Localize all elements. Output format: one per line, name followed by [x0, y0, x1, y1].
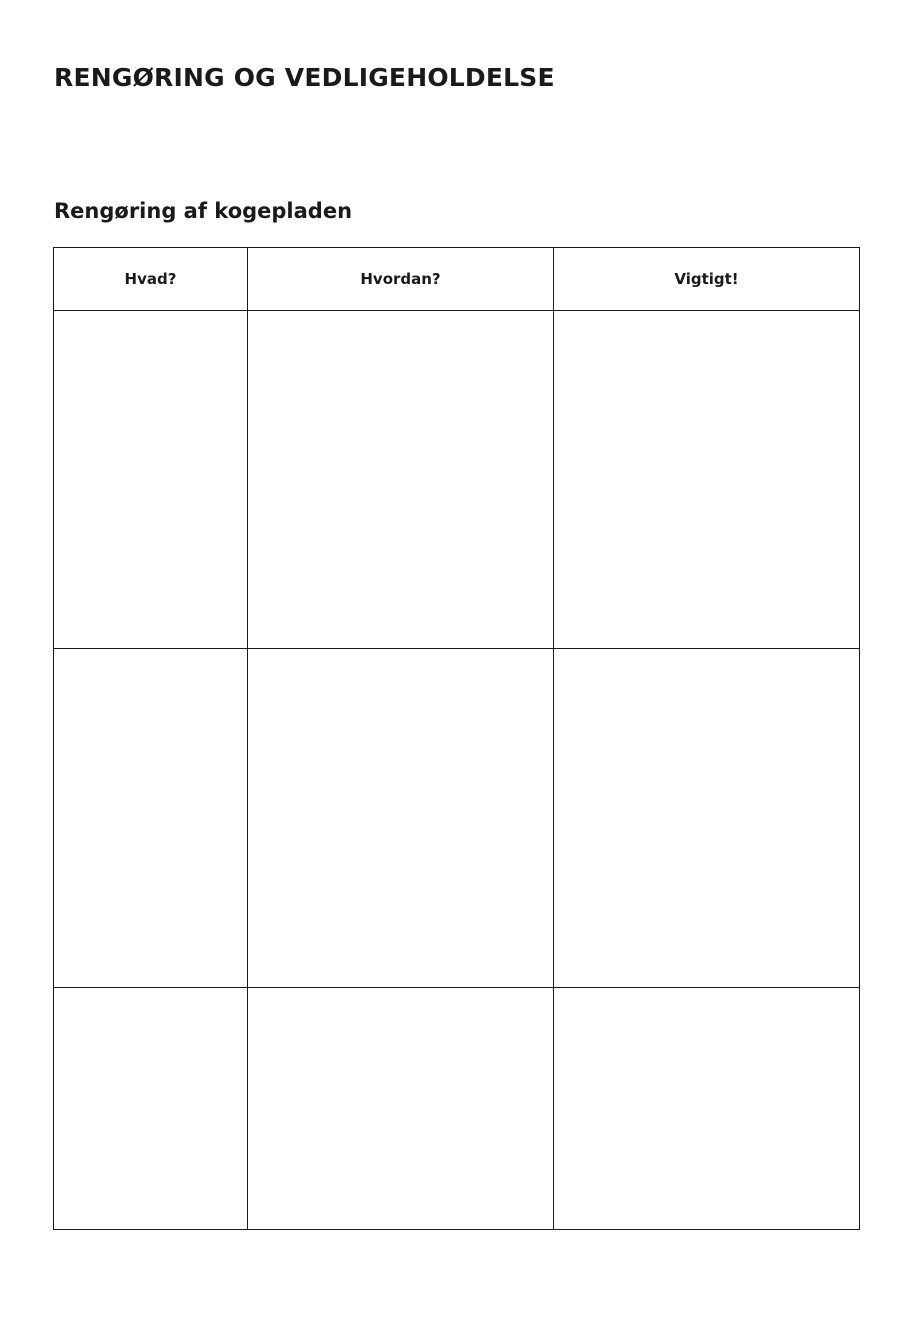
header-important: Vigtigt!	[554, 248, 860, 311]
table-cell-what	[54, 311, 248, 649]
header-what: Hvad?	[54, 248, 248, 311]
table-cell-what	[54, 988, 248, 1230]
page-title: RENGØRING OG VEDLIGEHOLDELSE	[54, 63, 555, 92]
table-cell-how	[248, 649, 554, 988]
cleaning-table	[53, 247, 860, 1230]
table-row	[54, 311, 860, 649]
table-cell-important	[554, 649, 860, 988]
table-cell-how	[248, 311, 554, 649]
table-cell-how	[248, 988, 554, 1230]
table-cell-important	[554, 311, 860, 649]
header-how: Hvordan?	[248, 248, 554, 311]
table-cell-what	[54, 649, 248, 988]
table-row	[54, 988, 860, 1230]
table-row	[54, 649, 860, 988]
table-header-row	[54, 248, 860, 311]
table-cell-important	[554, 988, 860, 1230]
section-title: Rengøring af kogepladen	[54, 199, 353, 223]
